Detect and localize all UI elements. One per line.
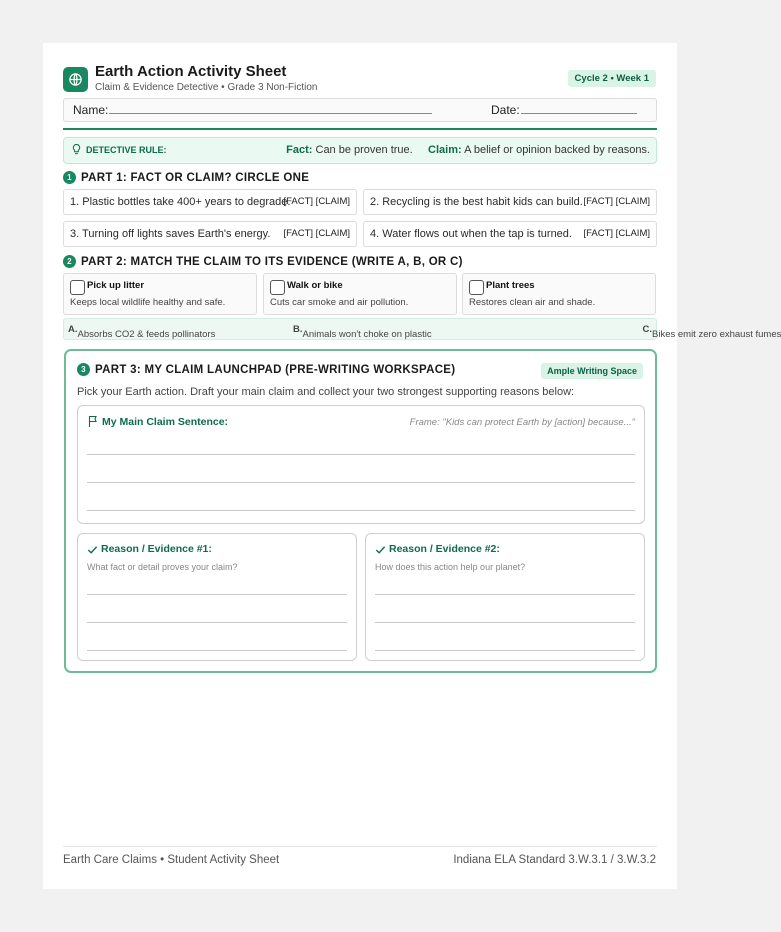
part3-title: PART 3: MY CLAIM LAUNCHPAD (PRE-WRITING WORKSPACE): [95, 364, 456, 376]
writing-line[interactable]: [87, 510, 635, 511]
footer-divider: [63, 846, 657, 847]
part1-heading: [63, 171, 309, 184]
statement-text: 3. Turning off lights saves Earth's energy.: [70, 228, 271, 240]
part2-number: 2: [63, 255, 76, 268]
footer-title: Earth Care Claims • Student Activity Sheet: [63, 854, 280, 866]
part1-title: PART 1: FACT OR CLAIM? CIRCLE ONE: [81, 172, 310, 184]
answer-checkbox[interactable]: [70, 280, 85, 295]
reason-box-2: [365, 533, 645, 661]
claim-title: Plant trees: [486, 280, 535, 291]
writing-space-badge: Ample Writing Space: [541, 363, 643, 379]
lightbulb-icon: [71, 143, 82, 159]
statement-text: 2. Recycling is the best habit kids can build.: [370, 196, 583, 208]
writing-line[interactable]: [87, 650, 347, 651]
main-claim-label: My Main Claim Sentence:: [87, 415, 228, 428]
fact-claim-item: [363, 221, 657, 247]
statement-text: 1. Plastic bottles take 400+ years to degrade.: [70, 196, 291, 208]
answer-checkbox[interactable]: [469, 280, 484, 295]
header-divider: [63, 128, 657, 130]
fact-claim-options[interactable]: [FACT] [CLAIM]: [583, 228, 650, 239]
page-subtitle: Claim & Evidence Detective • Grade 3 Non-Fiction: [95, 82, 318, 93]
main-claim-box: [77, 405, 645, 524]
writing-line[interactable]: [87, 482, 635, 483]
claim-description: Restores clean air and shade.: [469, 297, 596, 308]
claim-title: Pick up litter: [87, 280, 145, 291]
evidence-item-b: B. Animals won't choke on plastic: [293, 324, 432, 340]
claim-term: Claim:: [428, 144, 462, 156]
answer-checkbox[interactable]: [270, 280, 285, 295]
fact-claim-item: [63, 189, 357, 215]
claim-card: [63, 273, 257, 315]
reason-2-prompt: How does this action help our planet?: [375, 562, 526, 572]
writing-line[interactable]: [375, 622, 635, 623]
statement-text: 4. Water flows out when the tap is turned.: [370, 228, 572, 240]
name-label: Name:: [73, 103, 109, 117]
claim-launchpad-workspace: [64, 349, 657, 673]
activity-sheet: [43, 43, 781, 889]
writing-line[interactable]: [87, 622, 347, 623]
fact-term: Fact:: [286, 144, 313, 156]
reason-box-1: [77, 533, 357, 661]
writing-line[interactable]: [375, 594, 635, 595]
fact-definition: Can be proven true.: [315, 144, 413, 156]
globe-icon: [63, 67, 88, 92]
claim-description: Cuts car smoke and air pollution.: [270, 297, 409, 308]
date-field[interactable]: [521, 113, 637, 114]
fact-claim-options[interactable]: [FACT] [CLAIM]: [283, 196, 350, 207]
fact-claim-options[interactable]: [FACT] [CLAIM]: [283, 228, 350, 239]
part2-title: PART 2: MATCH THE CLAIM TO ITS EVIDENCE (WRITE A, B, OR C): [81, 256, 463, 268]
evidence-item-a: A. Absorbs CO2 & feeds pollinators: [68, 324, 216, 340]
checkmark-icon: [375, 543, 389, 555]
fact-claim-item: [63, 221, 357, 247]
footer-standard: Indiana ELA Standard 3.W.3.1 / 3.W.3.2: [453, 854, 656, 866]
detective-rule-title: DETECTIVE RULE:: [86, 145, 167, 155]
claim-definition: A belief or opinion backed by reasons.: [464, 144, 650, 156]
claim-card: [462, 273, 656, 315]
part3-instructions: Pick your Earth action. Draft your main claim and collect your two strongest supporting reasons below:: [77, 386, 575, 398]
part1-number: 1: [63, 171, 76, 184]
checkmark-icon: [87, 543, 101, 555]
part3-heading: [77, 363, 455, 376]
reason-1-label: Reason / Evidence #1:: [87, 543, 212, 555]
detective-rule-text: [286, 144, 650, 156]
sentence-frame: Frame: "Kids can protect Earth by [action] because...": [409, 417, 635, 428]
writing-line[interactable]: [87, 594, 347, 595]
fact-claim-options[interactable]: [FACT] [CLAIM]: [583, 196, 650, 207]
claim-card: [263, 273, 457, 315]
evidence-item-c: C. Bikes emit zero exhaust fumes: [642, 324, 781, 340]
reason-2-label: Reason / Evidence #2:: [375, 543, 500, 555]
writing-line[interactable]: [87, 454, 635, 455]
name-field[interactable]: [109, 113, 432, 114]
flag-icon: [87, 416, 102, 428]
fact-claim-item: [363, 189, 657, 215]
cycle-badge: Cycle 2 • Week 1: [568, 70, 656, 87]
part2-heading: [63, 255, 463, 268]
claim-description: Keeps local wildlife healthy and safe.: [70, 297, 226, 308]
detective-rule-box: [63, 137, 657, 164]
writing-line[interactable]: [375, 650, 635, 651]
reason-1-prompt: What fact or detail proves your claim?: [87, 562, 238, 572]
claim-title: Walk or bike: [287, 280, 343, 291]
date-label: Date:: [491, 103, 520, 117]
evidence-bank: [63, 318, 781, 340]
part3-number: 3: [77, 363, 90, 376]
student-info-row: [63, 98, 657, 122]
page-title: Earth Action Activity Sheet: [95, 63, 287, 80]
